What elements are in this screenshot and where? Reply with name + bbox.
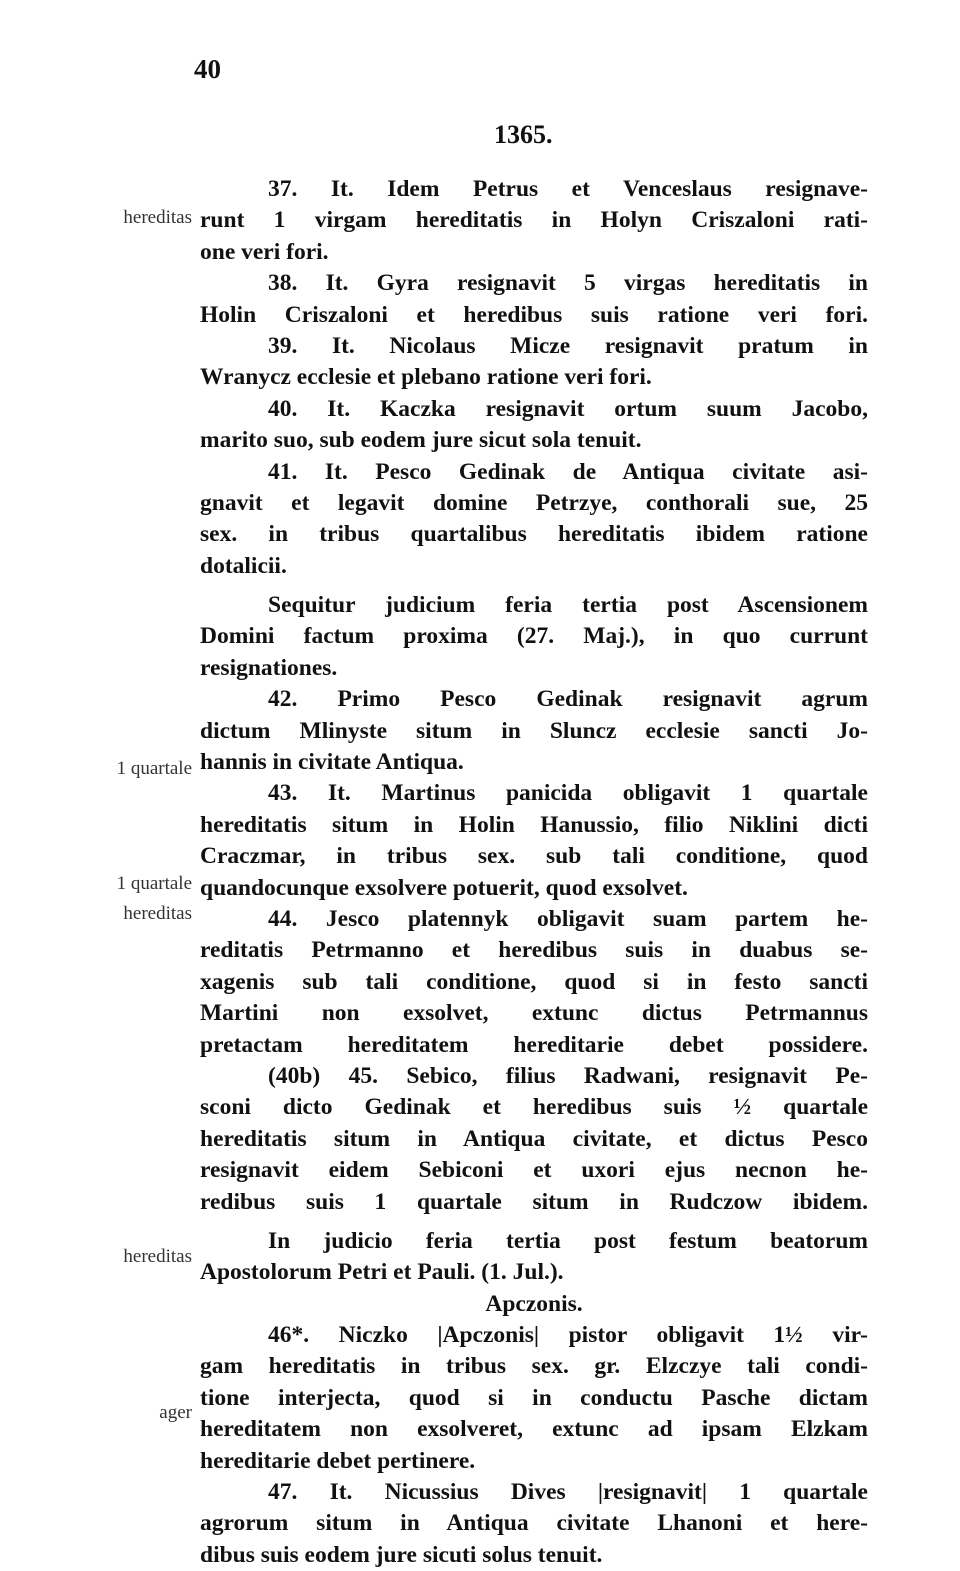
text-line: one veri fori. [200,238,329,265]
text-line: redibus suis 1 quartale situm in Rudczow ibidem. [200,1188,868,1215]
text-line: agrorum situm in Antiqua civitate Lhanoni et here- [200,1510,868,1537]
text-line: Holin Criszaloni et heredibus suis ratione veri fori. [200,301,868,328]
margin-note: hereditas [123,1246,192,1267]
text-line: 39. It. Nicolaus Micze resignavit pratum in [268,332,868,359]
text-line: sconi dicto Gedinak et heredibus suis ½ quartale [200,1094,868,1121]
text-line: 43. It. Martinus panicida obligavit 1 quartale [268,780,868,807]
margin-note: hereditas [123,207,192,228]
text-line: Martini non exsolvet, extunc dictus Petrmannus [200,1000,868,1027]
text-line: 47. It. Nicussius Dives |resignavit| 1 quartale [268,1479,868,1506]
text-line: 42. Primo Pesco Gedinak resignavit agrum [268,686,868,713]
text-line: resignationes. [200,654,338,681]
text-line: hereditatis situm in Antiqua civitate, et dictus Pesco [200,1125,868,1152]
text-line: gam hereditatis in tribus sex. gr. Elzczye tali condi- [200,1353,868,1380]
text-line: In judicio feria tertia post festum beatorum [268,1227,868,1254]
year-heading: 1365. [494,120,553,149]
text-line: hereditarie debet pertinere. [200,1447,476,1474]
text-line: hereditatis situm in Holin Hanussio, filio Niklini dicti [200,811,868,838]
margin-note: 1 quartale [116,758,192,779]
text-line: 46*. Niczko |Apczonis| pistor obligavit 1½ vir- [268,1322,868,1349]
body-text [200,174,868,1571]
page-number: 40 [194,54,221,84]
text-line: resignavit eidem Sebiconi et uxori ejus necnon he- [200,1157,868,1184]
text-line: 37. It. Idem Petrus et Venceslaus resignave- [268,176,868,202]
margin-note: ager [159,1402,192,1423]
text-line: marito suo, sub eodem jure sicut sola tenuit. [200,427,642,454]
text-line: tione interjecta, quod si in conductu Pasche dictam [200,1384,868,1411]
text-line: Wranycz ecclesie et plebano ratione veri fori. [200,364,652,391]
margin-note: 1 quartale [116,873,192,894]
text-line: sex. in tribus quartalibus hereditatis ibidem ratione [200,521,868,548]
text-line: Craczmar, in tribus sex. sub tali conditione, quod [200,843,868,870]
text-line: Domini factum proxima (27. Maj.), in quo currunt [200,623,868,650]
text-line: gnavit et legavit domine Petrzye, conthorali sue, 25 [200,489,868,516]
text-line: hannis in civitate Antiqua. [200,749,464,776]
text-line: dotalicii. [200,552,287,579]
text-line: 40. It. Kaczka resignavit ortum suum Jacobo, [268,395,868,422]
text-line: reditatis Petrmanno et heredibus suis in duabus se- [200,937,868,964]
text-line: 41. It. Pesco Gedinak de Antiqua civitate asi- [268,458,868,485]
text-line: 38. It. Gyra resignavit 5 virgas hereditatis in [268,270,868,297]
text-line: hereditatem non exsolveret, extunc ad ipsam Elzkam [200,1416,868,1443]
text-line: dibus suis eodem jure sicuti solus tenuit. [200,1541,603,1568]
text-line: dictum Mlinyste situm in Sluncz ecclesie sancti Jo- [200,717,868,744]
text-line: Sequitur judicium feria tertia post Ascensionem [268,592,868,619]
text-line: pretactam hereditatem hereditarie debet possidere. [200,1031,868,1058]
text-line: runt 1 virgam hereditatis in Holyn Criszaloni rati- [200,207,868,234]
text-line: quandocunque exsolvere potuerit, quod exsolvet. [200,874,688,901]
text-line: xagenis sub tali conditione, quod si in festo sancti [200,968,868,995]
text-line: Apczonis. [485,1290,583,1317]
margin-note: hereditas [123,903,192,924]
text-line: Apostolorum Petri et Pauli. (1. Jul.). [200,1259,564,1286]
text-line: 44. Jesco platennyk obligavit suam partem he- [268,905,868,932]
text-line: (40b) 45. Sebico, filius Radwani, resignavit Pe- [268,1062,868,1089]
